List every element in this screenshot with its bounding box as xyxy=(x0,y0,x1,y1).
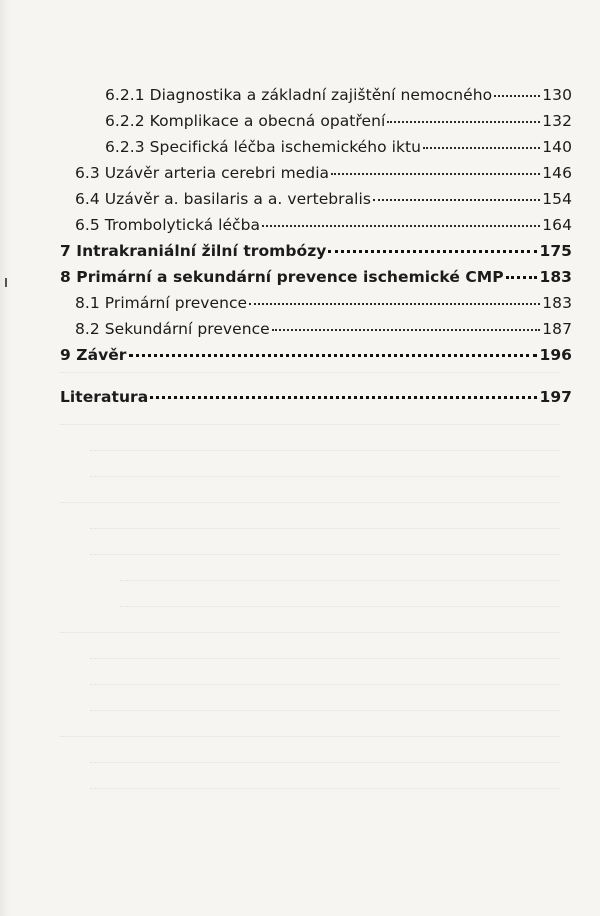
toc-chapter-label: Literatura xyxy=(60,388,149,406)
dot-leader xyxy=(129,354,538,357)
toc-chapter-page: 196 xyxy=(539,346,572,364)
dot-leader xyxy=(272,329,541,331)
toc-entry-page: 187 xyxy=(542,320,572,338)
dot-leader xyxy=(506,276,538,279)
dot-leader xyxy=(150,396,537,399)
toc-entry-label: 6.2.1 Diagnostika a základní zajištění nemocného xyxy=(105,86,493,104)
page-edge-mark xyxy=(5,278,7,287)
dot-leader xyxy=(387,121,540,123)
dot-leader xyxy=(373,199,540,201)
toc-entry-label: 6.2.2 Komplikace a obecná opatření xyxy=(105,112,386,130)
toc-entry[interactable] xyxy=(60,112,572,138)
toc-entry[interactable] xyxy=(60,320,572,346)
toc-chapter-label: 7 Intrakraniální žilní trombózy xyxy=(60,242,327,260)
toc-chapter-label: 8 Primární a sekundární prevence ischemické CMP xyxy=(60,268,504,286)
toc-entry-page: 183 xyxy=(542,294,572,312)
toc-chapter[interactable] xyxy=(60,268,572,294)
dot-leader xyxy=(423,147,540,149)
toc-chapter-label: 9 Závěr xyxy=(60,346,127,364)
toc-entry[interactable] xyxy=(60,86,572,112)
toc-entry[interactable] xyxy=(60,190,572,216)
toc-entry-label: 6.4 Uzávěr a. basilaris a a. vertebralis xyxy=(75,190,371,208)
toc-chapter-page: 183 xyxy=(539,268,572,286)
table-of-contents xyxy=(60,86,572,414)
toc-entry[interactable] xyxy=(60,164,572,190)
toc-entry-page: 140 xyxy=(542,138,572,156)
toc-entry-page: 132 xyxy=(542,112,572,130)
toc-chapter[interactable] xyxy=(60,346,572,372)
toc-entry[interactable] xyxy=(60,216,572,242)
toc-entry-label: 6.3 Uzávěr arteria cerebri media xyxy=(75,164,330,182)
dot-leader xyxy=(249,303,540,305)
dot-leader xyxy=(262,225,540,227)
toc-chapter-page: 197 xyxy=(539,388,572,406)
toc-entry-label: 6.5 Trombolytická léčba xyxy=(75,216,261,234)
toc-entry-label: 8.2 Sekundární prevence xyxy=(75,320,270,338)
toc-entry-page: 146 xyxy=(542,164,572,182)
toc-entry-page: 154 xyxy=(542,190,572,208)
dot-leader xyxy=(328,250,537,253)
dot-leader xyxy=(494,95,540,97)
toc-chapter[interactable] xyxy=(60,242,572,268)
section-gap xyxy=(60,372,572,388)
toc-chapter[interactable] xyxy=(60,388,572,414)
toc-entry-label: 6.2.3 Specifická léčba ischemického iktu xyxy=(105,138,422,156)
toc-chapter-page: 175 xyxy=(539,242,572,260)
dot-leader xyxy=(331,173,540,175)
toc-entry-page: 130 xyxy=(542,86,572,104)
toc-entry[interactable] xyxy=(60,294,572,320)
toc-entry-page: 164 xyxy=(542,216,572,234)
toc-entry-label: 8.1 Primární prevence xyxy=(75,294,248,312)
toc-entry[interactable] xyxy=(60,138,572,164)
